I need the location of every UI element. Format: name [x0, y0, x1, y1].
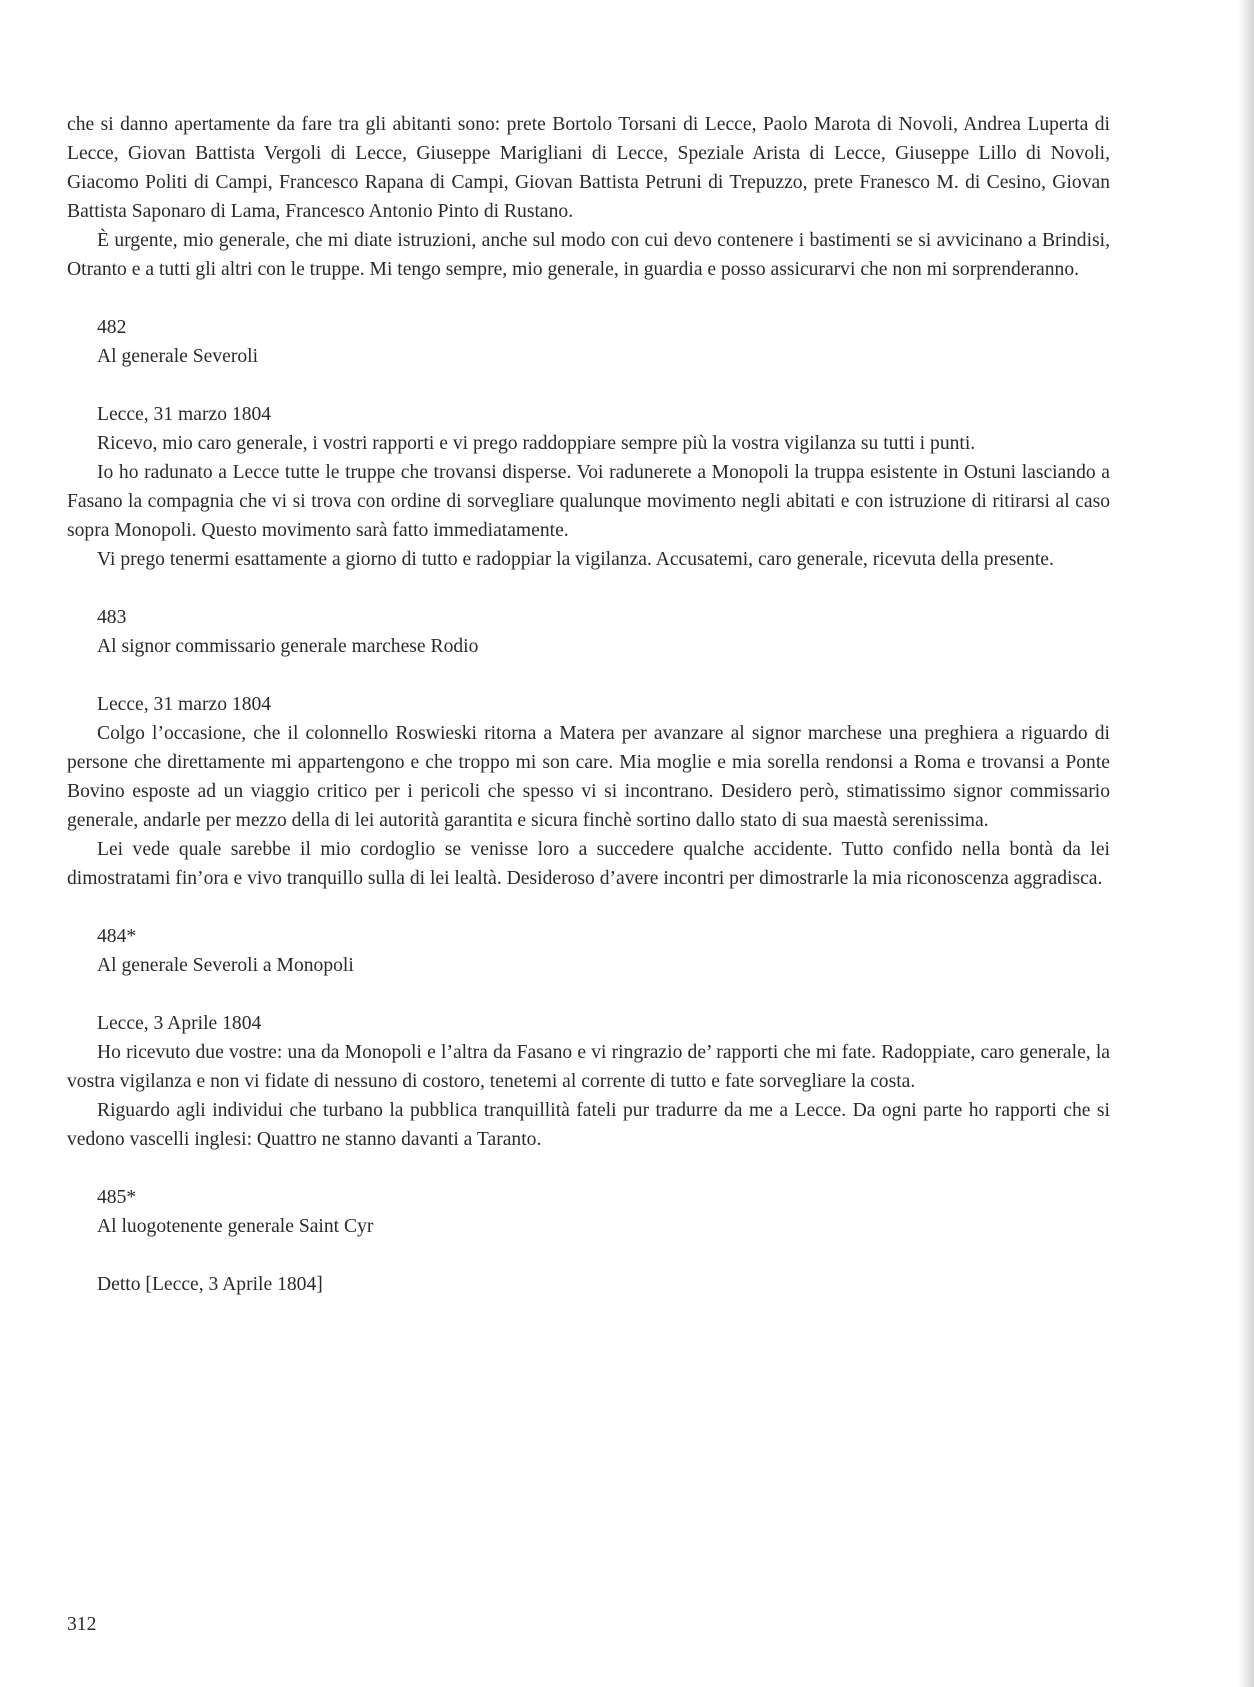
letter-paragraph: Io ho radunato a Lecce tutte le truppe che trovansi disperse. Voi radunerete a Monopoli la truppa esistente in Ostuni lasciando a Fasano la compagnia che vi si trova con ordine di sorvegliare qualunque movimento negli abitati e con istruzione di ritirarsi al caso sopra Monopoli. Questo movimento sarà fatto immediatamente. [67, 462, 1110, 541]
letter-485 [67, 1183, 1110, 1299]
letter-paragraph: Ho ricevuto due vostre: una da Monopoli e l’altra da Fasano e vi ringrazio de’ rapporti che mi fate. Radoppiate, caro generale, la vostra vigilanza e non vi fidate di nessuno di costoro, tenetemi al corrente di tutto e fate sorvegliare la costa. [67, 1042, 1110, 1092]
letter-addressee: Al generale Severoli a Monopoli [97, 955, 354, 976]
letter-heading [67, 313, 1110, 371]
letter-addressee: Al luogotenente generale Saint Cyr [97, 1216, 374, 1237]
page-edge-shadow [1238, 0, 1254, 1687]
letter-482 [67, 313, 1110, 574]
letter-addressee: Al signor commissario generale marchese Rodio [97, 636, 479, 657]
letter-heading [67, 922, 1110, 980]
letter-heading [67, 1183, 1110, 1241]
letter-date: Lecce, 3 Aprile 1804 [97, 1013, 262, 1034]
letter-paragraph: Ricevo, mio caro generale, i vostri rapporti e vi prego raddoppiare sempre più la vostra vigilanza su tutti i punti. [97, 433, 976, 454]
letter-date: Lecce, 31 marzo 1804 [97, 404, 272, 425]
continuation-paragraph: che si danno apertamente da fare tra gli abitanti sono: prete Bortolo Torsani di Lecce, Paolo Marota di Novoli, Andrea Luperta di Lecce, Giovan Battista Vergoli di Lecce, Giuseppe Marigliani di Lecce, Speziale Arista di Lecce, Giuseppe Lillo di Novoli, Giacomo Politi di Campi, Francesco Rapana di Campi, Giovan Battista Petruni di Trepuzzo, prete Franesco M. di Cesino, Giovan Battista Saponaro di Lama, Francesco Antonio Pinto di Rustano. [67, 114, 1110, 222]
letter-paragraph: Riguardo agli individui che turbano la pubblica tranquillità fateli pur tradurre da me a Lecce. Da ogni parte ho rapporti che si vedono vascelli inglesi: Quattro ne stanno davanti a Taranto. [67, 1100, 1110, 1150]
letter-number: 482 [97, 317, 127, 338]
page-number: 312 [67, 1614, 97, 1635]
letter-date: Detto [Lecce, 3 Aprile 1804] [97, 1274, 323, 1295]
letter-number: 485* [97, 1187, 137, 1208]
letter-number: 483 [97, 607, 127, 628]
letter-paragraph: Lei vede quale sarebbe il mio cordoglio se venisse loro a succedere qualche accidente. Tutto confido nella bontà da lei dimostratami fin’ora e vivo tranquillo sulla di lei lealtà. Desideroso d’avere incontri per dimostrarle la mia riconoscenza aggradisca. [67, 839, 1110, 889]
letter-number: 484* [97, 926, 137, 947]
letter-paragraph: Colgo l’occasione, che il colonnello Roswieski ritorna a Matera per avanzare al signor marchese una preghiera a riguardo di persone che direttamente mi appartengono e che troppo mi son care. Mia moglie e mia sorella rendonsi a Roma e trovansi a Ponte Bovino esposte ad un viaggio critico per i pericoli che spesso vi si incontrano. Desidero però, stimatissimo signor commissario generale, andarle per mezzo della di lei autorità garantita e sicura finchè sortino dallo stato di sua maestà serenissima. [67, 723, 1110, 831]
letter-paragraph: Vi prego tenermi esattamente a giorno di tutto e radoppiar la vigilanza. Accusatemi, caro generale, ricevuta della presente. [97, 549, 1054, 570]
continuation-paragraph: È urgente, mio generale, che mi diate istruzioni, anche sul modo con cui devo contenere i bastimenti se si avvicinano a Brindisi, Otranto e a tutti gli altri con le truppe. Mi tengo sempre, mio generale, in guardia e posso assicurarvi che non mi sorprenderanno. [67, 230, 1110, 280]
letter-483 [67, 603, 1110, 893]
letter-heading [67, 603, 1110, 661]
page-body [67, 110, 1110, 1299]
letter-484 [67, 922, 1110, 1154]
letter-date: Lecce, 31 marzo 1804 [97, 694, 272, 715]
letter-addressee: Al generale Severoli [97, 346, 259, 367]
